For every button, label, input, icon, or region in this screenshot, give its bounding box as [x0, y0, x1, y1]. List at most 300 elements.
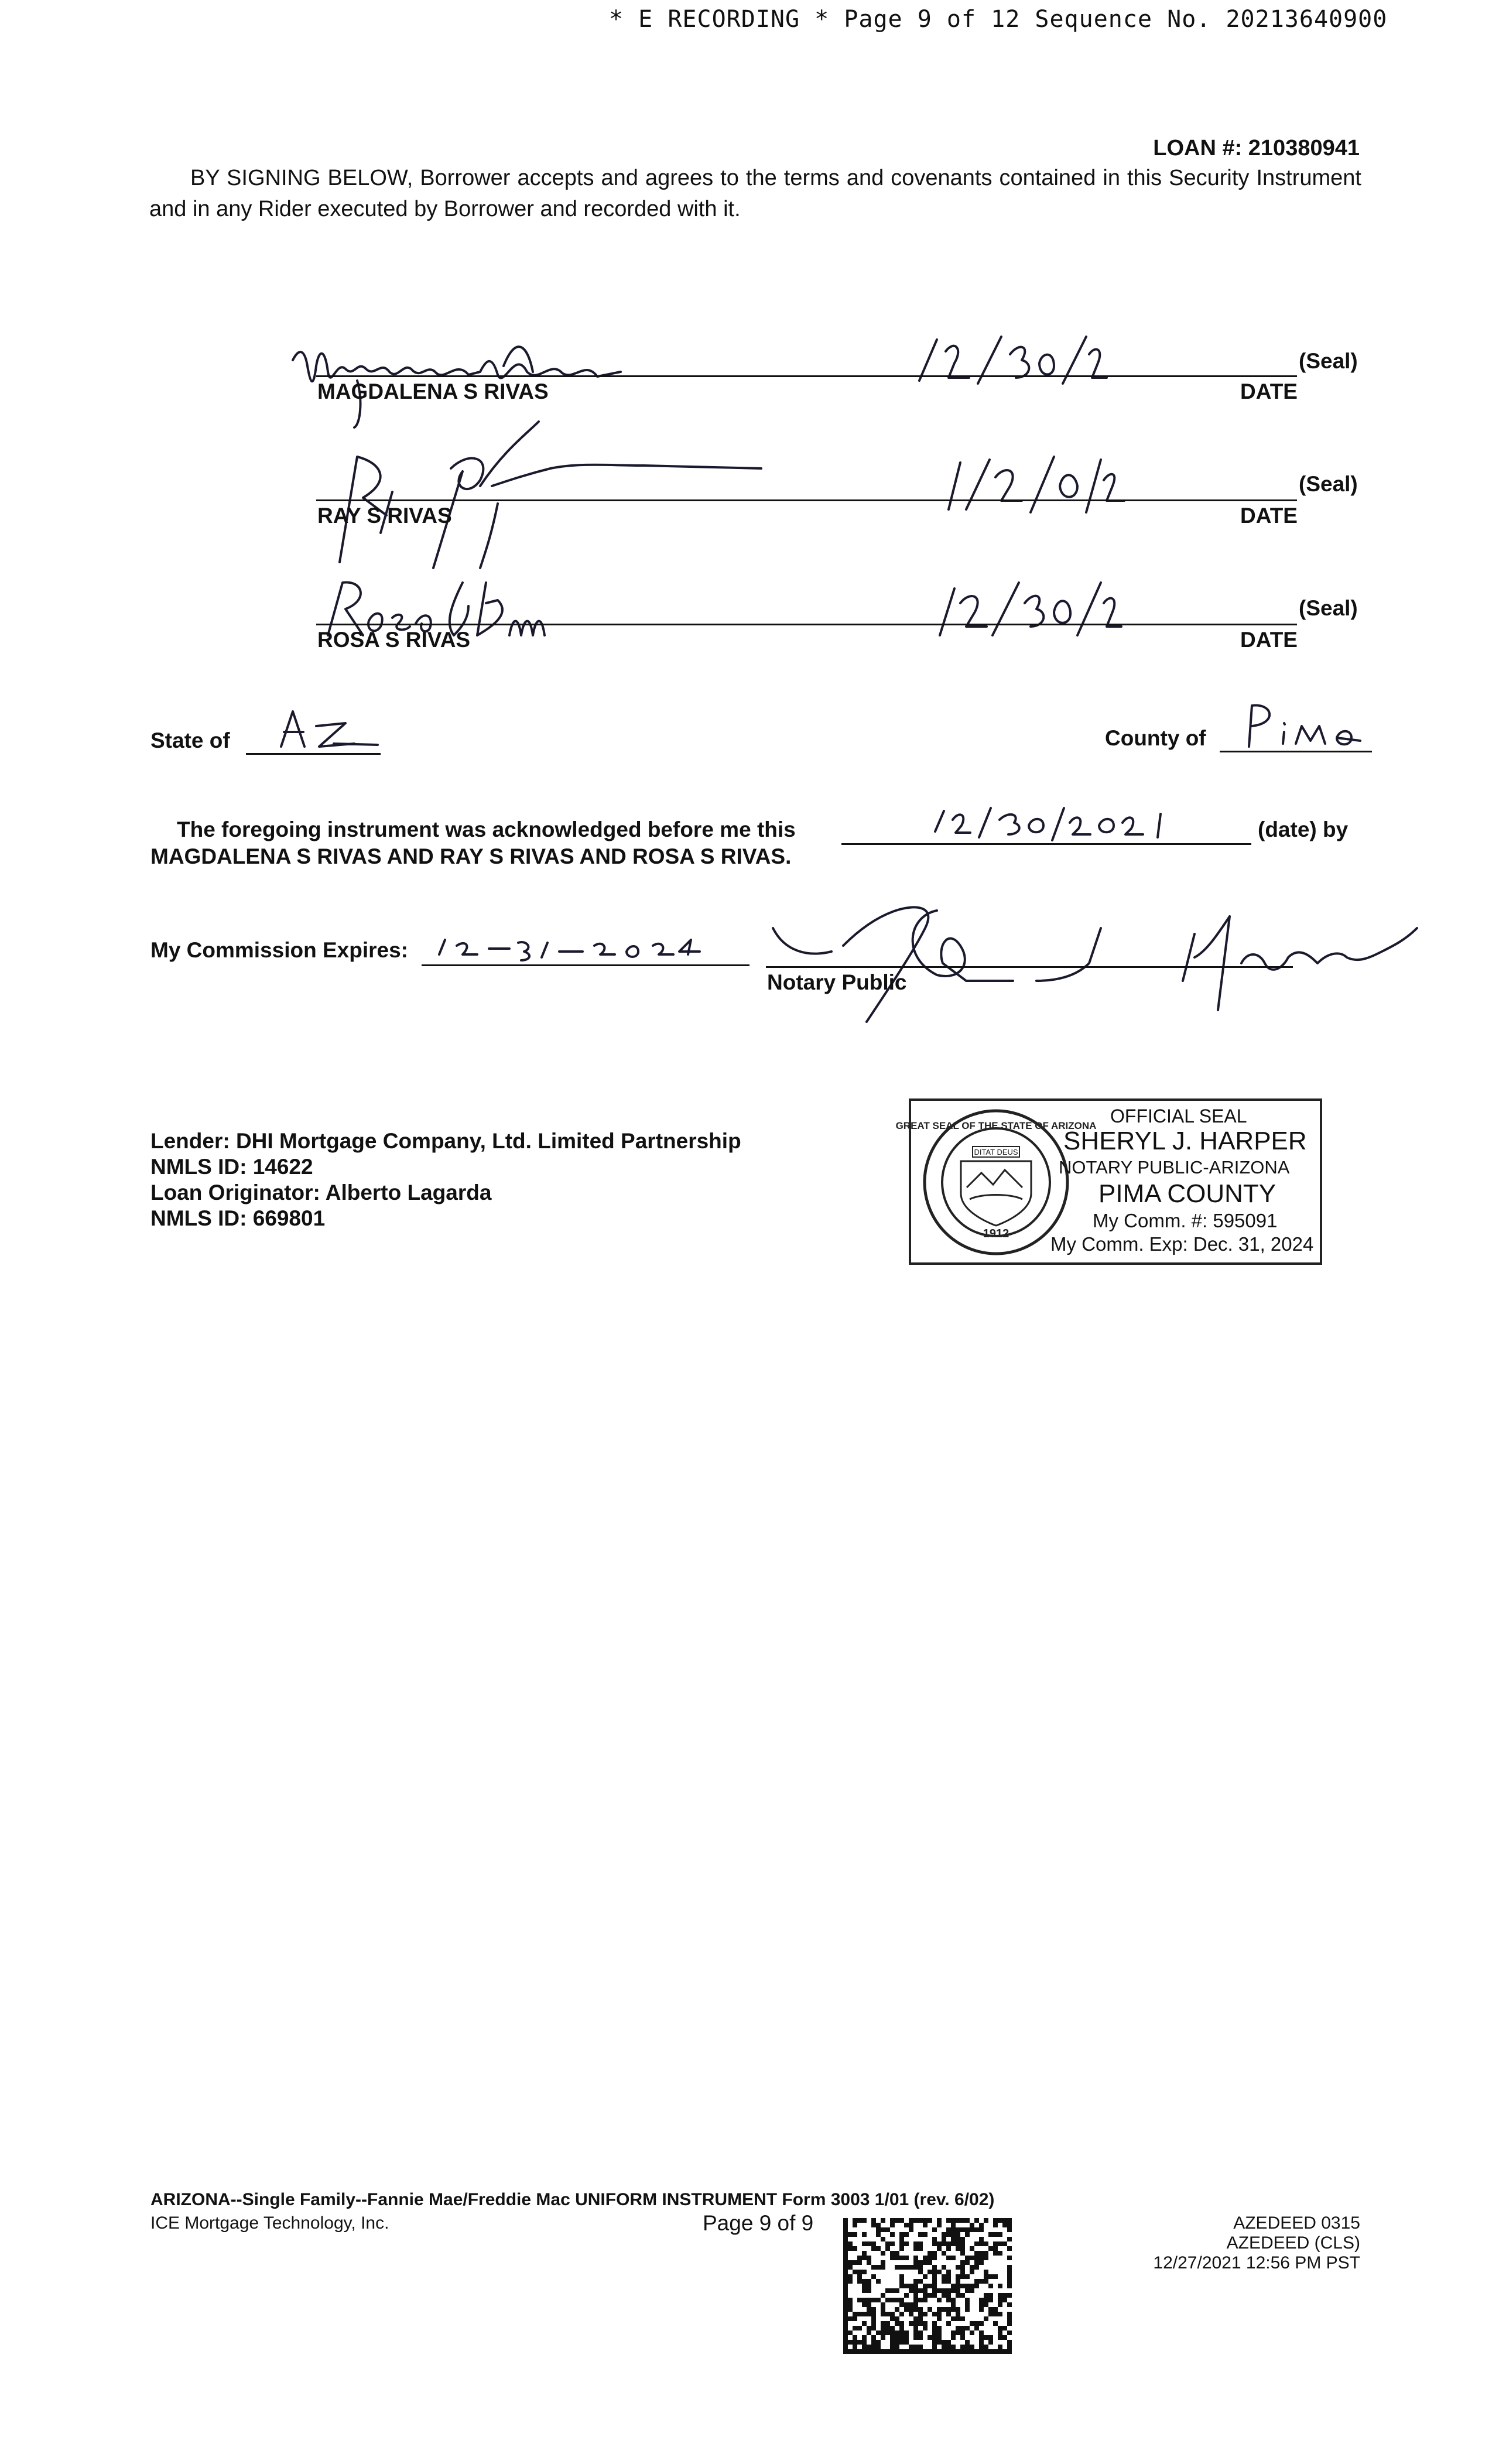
emblem-motto: DITAT DEUS [974, 1148, 1018, 1156]
barcode-module [942, 2307, 946, 2312]
handwritten-date-3 [931, 577, 1107, 647]
barcode-module [843, 2298, 848, 2302]
barcode-module [979, 2241, 984, 2246]
barcode-module [904, 2330, 909, 2335]
barcode-module [890, 2326, 895, 2330]
barcode-module [1002, 2335, 1007, 2340]
barcode-module [890, 2340, 895, 2345]
barcode-module [932, 2293, 937, 2298]
barcode-module [881, 2335, 885, 2340]
county-label: County of [1105, 726, 1206, 750]
barcode-module [918, 2270, 923, 2274]
barcode-module [913, 2284, 918, 2288]
barcode-module [871, 2298, 876, 2302]
barcode-module [1007, 2293, 1012, 2298]
barcode-module [923, 2218, 928, 2223]
barcode-module [1007, 2223, 1012, 2227]
barcode-module [937, 2335, 942, 2340]
barcode-module [909, 2349, 913, 2354]
barcode-module [979, 2298, 984, 2302]
barcode-module [899, 2298, 904, 2302]
barcode-module [895, 2218, 899, 2223]
barcode-module [965, 2302, 970, 2307]
barcode-module [946, 2293, 951, 2298]
barcode-module [932, 2335, 937, 2340]
barcode-module [923, 2232, 928, 2237]
barcode-module [932, 2241, 937, 2246]
barcode-module [1007, 2218, 1012, 2223]
commission-handwriting [422, 922, 750, 966]
barcode-module [913, 2349, 918, 2354]
barcode-module [909, 2288, 913, 2293]
barcode-module [913, 2288, 918, 2293]
barcode-module [970, 2288, 974, 2293]
barcode-module [862, 2349, 867, 2354]
barcode-module [998, 2232, 1002, 2237]
barcode-module [890, 2330, 895, 2335]
barcode-module [881, 2251, 885, 2256]
barcode-module [942, 2279, 946, 2284]
barcode-module [1002, 2326, 1007, 2330]
barcode-module [913, 2279, 918, 2284]
barcode-module [918, 2265, 923, 2270]
barcode-module [993, 2241, 998, 2246]
barcode-module [913, 2335, 918, 2340]
barcode-module [960, 2237, 965, 2241]
signature-line-2 [316, 499, 1297, 501]
barcode-module [956, 2232, 960, 2237]
barcode-module [979, 2349, 984, 2354]
barcode-module [918, 2246, 923, 2251]
seal-label-1: (Seal) [1299, 349, 1358, 373]
barcode-module [895, 2330, 899, 2335]
barcode-module [984, 2251, 988, 2256]
notary-public-label: Notary Public [767, 970, 907, 994]
barcode-module [942, 2241, 946, 2246]
barcode-module [913, 2345, 918, 2349]
barcode-module [918, 2321, 923, 2326]
barcode-module [993, 2312, 998, 2316]
barcode-module [867, 2326, 871, 2330]
barcode-module [857, 2279, 862, 2284]
emblem-ring-text: GREAT SEAL OF THE STATE OF ARIZONA [895, 1120, 1097, 1131]
signer-name-1: MAGDALENA S RIVAS [317, 379, 549, 403]
barcode-module [979, 2227, 984, 2232]
commission-field [422, 931, 750, 966]
barcode-module [890, 2256, 895, 2260]
barcode-module [960, 2227, 965, 2232]
barcode-module [848, 2246, 853, 2251]
barcode-module [885, 2241, 890, 2246]
barcode-module [862, 2218, 867, 2223]
barcode-module [913, 2260, 918, 2265]
barcode-module [923, 2321, 928, 2326]
barcode-module [899, 2321, 904, 2326]
barcode-module [956, 2241, 960, 2246]
barcode-module [871, 2307, 876, 2312]
barcode-module [984, 2256, 988, 2260]
barcode-module [876, 2223, 881, 2227]
barcode-module [928, 2218, 932, 2223]
barcode-module [937, 2298, 942, 2302]
date-label-2: DATE [1240, 504, 1298, 528]
barcode-module [1007, 2274, 1012, 2279]
footer-timestamp: 12/27/2021 12:56 PM PST [1153, 2253, 1360, 2273]
barcode-module [881, 2227, 885, 2232]
barcode-module [946, 2246, 951, 2251]
barcode-module [937, 2223, 942, 2227]
barcode-module [867, 2330, 871, 2335]
barcode-module [932, 2284, 937, 2288]
barcode-module [848, 2260, 853, 2265]
barcode-module [904, 2349, 909, 2354]
barcode-module [988, 2246, 993, 2251]
barcode-module [937, 2330, 942, 2335]
barcode-module [843, 2279, 848, 2284]
barcode-module [993, 2232, 998, 2237]
acknowledged-names: MAGDALENA S RIVAS AND RAY S RIVAS AND ROSA S RIVAS. [150, 844, 792, 868]
barcode-module [928, 2293, 932, 2298]
barcode-module [993, 2251, 998, 2256]
barcode-module [890, 2298, 895, 2302]
barcode-module [942, 2251, 946, 2256]
barcode-module [895, 2345, 899, 2349]
barcode-module [956, 2265, 960, 2270]
barcode-module [899, 2335, 904, 2340]
barcode-module [946, 2345, 951, 2349]
barcode-module [1007, 2330, 1012, 2335]
barcode-module [843, 2218, 848, 2223]
barcode-module [998, 2326, 1002, 2330]
barcode-module [904, 2265, 909, 2270]
barcode-module [965, 2288, 970, 2293]
barcode-module [876, 2265, 881, 2270]
barcode-module [993, 2307, 998, 2312]
barcode-module [970, 2246, 974, 2251]
barcode-module [853, 2316, 857, 2321]
barcode-module [848, 2340, 853, 2345]
barcode-module [913, 2302, 918, 2307]
barcode-module [843, 2293, 848, 2298]
handwritten-date-2 [937, 451, 1113, 527]
barcode-module [984, 2335, 988, 2340]
barcode-module [928, 2251, 932, 2256]
barcode-module [937, 2316, 942, 2321]
barcode-module [867, 2284, 871, 2288]
barcode-module [895, 2316, 899, 2321]
barcode-module [890, 2335, 895, 2340]
barcode-module [974, 2326, 979, 2330]
barcode-module [942, 2237, 946, 2241]
intro-paragraph: BY SIGNING BELOW, Borrower accepts and agrees to the terms and covenants contained in this Security Instrument and in any Rider executed by Borrower and recorded with it. [149, 166, 1361, 221]
barcode-module [979, 2345, 984, 2349]
barcode-module [885, 2330, 890, 2335]
barcode-module [937, 2241, 942, 2246]
barcode-module [904, 2232, 909, 2237]
barcode-module [904, 2293, 909, 2298]
barcode-module [881, 2237, 885, 2241]
barcode-module [843, 2241, 848, 2246]
barcode-module [876, 2330, 881, 2335]
barcode-module [843, 2345, 848, 2349]
barcode-module [862, 2298, 867, 2302]
barcode-module [881, 2260, 885, 2265]
barcode-module [951, 2345, 956, 2349]
barcode-module [932, 2227, 937, 2232]
barcode-module [881, 2321, 885, 2326]
barcode-module [885, 2312, 890, 2316]
barcode-module [970, 2223, 974, 2227]
barcode-module [913, 2265, 918, 2270]
barcode-module [890, 2241, 895, 2246]
barcode-module [942, 2232, 946, 2237]
barcode-module [1007, 2237, 1012, 2241]
barcode-module [923, 2312, 928, 2316]
barcode-module [895, 2340, 899, 2345]
barcode-module [881, 2218, 885, 2223]
barcode-module [988, 2293, 993, 2298]
barcode-module [913, 2307, 918, 2312]
barcode-module [974, 2279, 979, 2284]
barcode-module [1002, 2218, 1007, 2223]
barcode-module [979, 2279, 984, 2284]
barcode-module [984, 2345, 988, 2349]
barcode-module [890, 2312, 895, 2316]
barcode-module [965, 2256, 970, 2260]
barcode-module [956, 2349, 960, 2354]
barcode-module [871, 2316, 876, 2321]
barcode-module [960, 2284, 965, 2288]
barcode-module [979, 2251, 984, 2256]
barcode-module [885, 2321, 890, 2326]
barcode-module [993, 2246, 998, 2251]
barcode-module [988, 2232, 993, 2237]
barcode-module [918, 2312, 923, 2316]
barcode-module [899, 2326, 904, 2330]
barcode-module [965, 2232, 970, 2237]
barcode-module [956, 2279, 960, 2284]
barcode-module [867, 2312, 871, 2316]
barcode-module [871, 2223, 876, 2227]
barcode-module [951, 2223, 956, 2227]
barcode-module [946, 2288, 951, 2293]
barcode-module [1007, 2270, 1012, 2274]
barcode-module [974, 2251, 979, 2256]
barcode-module [932, 2279, 937, 2284]
barcode-module [984, 2349, 988, 2354]
barcode-module [909, 2312, 913, 2316]
barcode-module [979, 2330, 984, 2335]
barcode-module [848, 2316, 853, 2321]
barcode-module [932, 2265, 937, 2270]
barcode-module [899, 2349, 904, 2354]
barcode-module [876, 2279, 881, 2284]
barcode-module [848, 2232, 853, 2237]
barcode-module [970, 2349, 974, 2354]
barcode-module [946, 2232, 951, 2237]
barcode-module [918, 2298, 923, 2302]
barcode-module [899, 2246, 904, 2251]
barcode-module [899, 2279, 904, 2284]
barcode-module [998, 2330, 1002, 2335]
barcode-module [946, 2298, 951, 2302]
barcode-module [853, 2223, 857, 2227]
commission-label: My Commission Expires: [150, 938, 409, 962]
barcode-module [895, 2288, 899, 2293]
barcode-module [862, 2288, 867, 2293]
barcode-module [951, 2284, 956, 2288]
barcode-module [885, 2326, 890, 2330]
barcode-module [951, 2307, 956, 2312]
barcode-module [885, 2349, 890, 2354]
barcode-module [960, 2218, 965, 2223]
barcode-module [918, 2316, 923, 2321]
barcode-module [1007, 2321, 1012, 2326]
barcode-module [970, 2270, 974, 2274]
barcode-module [862, 2241, 867, 2246]
barcode-module [928, 2260, 932, 2265]
barcode-module [871, 2335, 876, 2340]
barcode-module [946, 2340, 951, 2345]
barcode-module [871, 2274, 876, 2279]
barcode-module [857, 2349, 862, 2354]
barcode-module [988, 2307, 993, 2312]
originator-line: Loan Originator: Alberto Lagarda [150, 1180, 492, 1204]
barcode-module [1002, 2349, 1007, 2354]
county-underline [1220, 751, 1372, 752]
barcode-module [881, 2293, 885, 2298]
barcode-module [848, 2274, 853, 2279]
signer-name-2: RAY S RIVAS [317, 504, 452, 528]
barcode-module [871, 2326, 876, 2330]
barcode-module [918, 2218, 923, 2223]
barcode-module [951, 2237, 956, 2241]
barcode-module [946, 2279, 951, 2284]
barcode-module [984, 2218, 988, 2223]
barcode-module [965, 2307, 970, 2312]
barcode-module [843, 2288, 848, 2293]
barcode-module [918, 2288, 923, 2293]
barcode-module [993, 2218, 998, 2223]
lender-line: Lender: DHI Mortgage Company, Ltd. Limited Partnership [150, 1129, 741, 1153]
barcode-module [890, 2288, 895, 2293]
seal-comm-number: My Comm. #: 595091 [1093, 1210, 1278, 1231]
barcode-module [876, 2298, 881, 2302]
barcode-module [913, 2241, 918, 2246]
barcode-module [853, 2218, 857, 2223]
barcode-module [937, 2288, 942, 2293]
barcode-module [913, 2218, 918, 2223]
barcode-module [895, 2265, 899, 2270]
barcode-module [867, 2288, 871, 2293]
barcode-module [942, 2349, 946, 2354]
acknowledgment-suffix: (date) by [1258, 817, 1349, 841]
barcode-module [988, 2335, 993, 2340]
barcode-module [993, 2274, 998, 2279]
barcode-module [843, 2256, 848, 2260]
barcode-module [956, 2307, 960, 2312]
barcode-module [965, 2284, 970, 2288]
barcode-module [853, 2232, 857, 2237]
barcode-module [857, 2270, 862, 2274]
barcode-module [979, 2335, 984, 2340]
barcode-module [899, 2340, 904, 2345]
barcode-module [984, 2279, 988, 2284]
barcode-module [843, 2302, 848, 2307]
barcode-module [946, 2274, 951, 2279]
barcode-module [993, 2321, 998, 2326]
barcode-module [843, 2260, 848, 2265]
barcode-module [862, 2251, 867, 2256]
barcode-module [998, 2298, 1002, 2302]
barcode-module [942, 2288, 946, 2293]
barcode-module [871, 2218, 876, 2223]
barcode-module [965, 2326, 970, 2330]
barcode-module [904, 2307, 909, 2312]
barcode-module [853, 2335, 857, 2340]
acknowledgment-date-underline [841, 843, 1251, 845]
barcode-module [904, 2256, 909, 2260]
barcode-module [885, 2298, 890, 2302]
barcode-module [1002, 2223, 1007, 2227]
barcode-module [909, 2227, 913, 2232]
barcode-module [871, 2246, 876, 2251]
barcode-module [862, 2284, 867, 2288]
barcode-module [909, 2345, 913, 2349]
barcode-module [857, 2274, 862, 2279]
barcode-module [853, 2326, 857, 2330]
barcode-module [998, 2302, 1002, 2307]
barcode-module [899, 2284, 904, 2288]
barcode-module [951, 2330, 956, 2335]
barcode-module [923, 2298, 928, 2302]
barcode-module [960, 2316, 965, 2321]
barcode-module [956, 2288, 960, 2293]
barcode-module [970, 2227, 974, 2232]
barcode-module [1007, 2265, 1012, 2270]
barcode-module [1007, 2349, 1012, 2354]
barcode-module [918, 2307, 923, 2312]
barcode-module [857, 2340, 862, 2345]
barcode-module [862, 2345, 867, 2349]
barcode-module [946, 2218, 951, 2223]
barcode-module [862, 2279, 867, 2284]
barcode-module [904, 2302, 909, 2307]
barcode-module [946, 2321, 951, 2326]
barcode-module [843, 2335, 848, 2340]
barcode-module [942, 2293, 946, 2298]
barcode-module [965, 2260, 970, 2265]
barcode-module [848, 2307, 853, 2312]
seal-label-3: (Seal) [1299, 596, 1358, 620]
barcode-module [979, 2302, 984, 2307]
barcode-module [871, 2312, 876, 2316]
barcode-module [974, 2260, 979, 2265]
barcode-module [843, 2232, 848, 2237]
barcode-module [937, 2246, 942, 2251]
barcode-module [984, 2293, 988, 2298]
barcode-module [843, 2307, 848, 2312]
barcode-module [848, 2298, 853, 2302]
barcode-module [970, 2284, 974, 2288]
barcode-module [904, 2223, 909, 2227]
barcode-module [956, 2227, 960, 2232]
barcode-module [951, 2298, 956, 2302]
barcode-module [899, 2330, 904, 2335]
footer-page-label: Page 9 of 9 [703, 2211, 814, 2235]
barcode-module [923, 2274, 928, 2279]
barcode-module [951, 2302, 956, 2307]
